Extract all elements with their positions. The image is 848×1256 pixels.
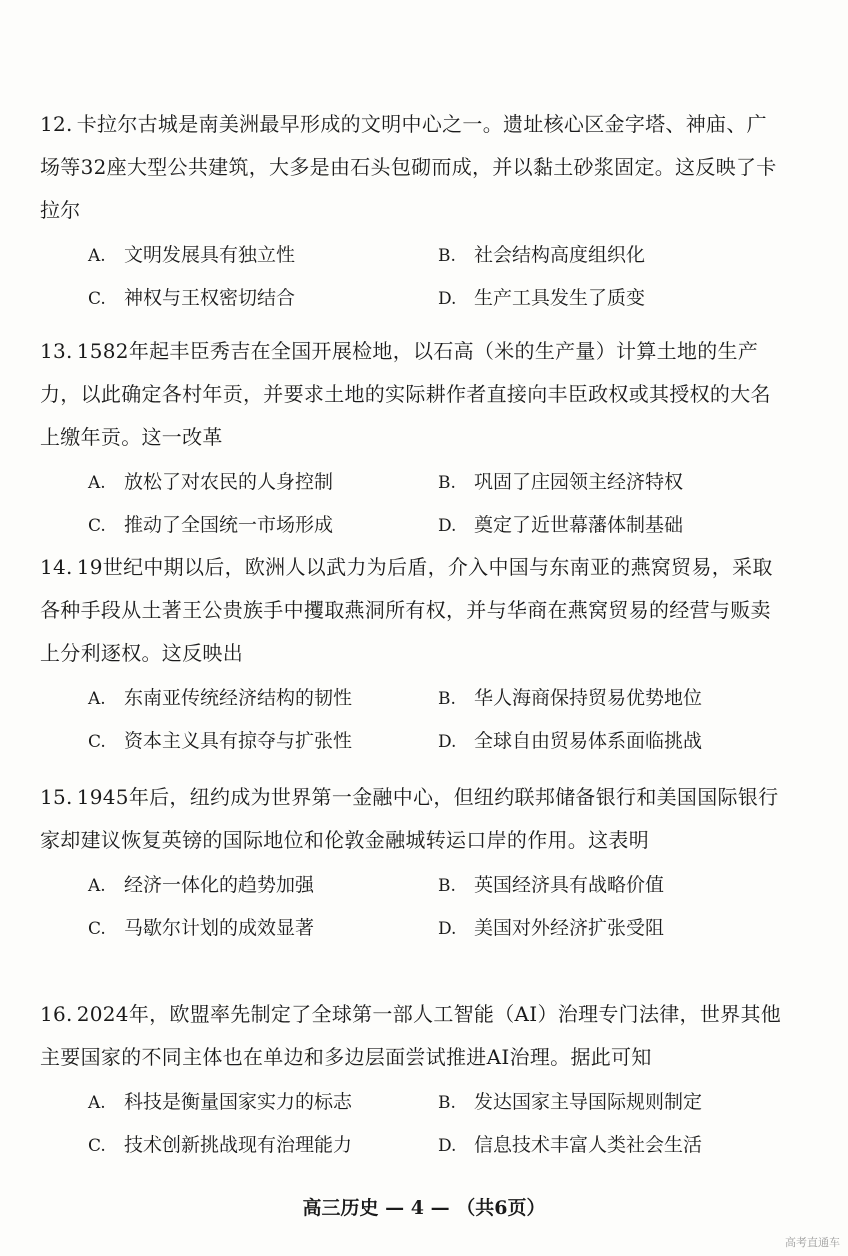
- option-text: 东南亚传统经济结构的韧性: [124, 687, 353, 709]
- option-d[interactable]: [438, 283, 645, 310]
- options: [84, 232, 800, 318]
- option-letter: A.: [88, 246, 106, 266]
- option-c[interactable]: [88, 913, 314, 940]
- option-b[interactable]: [438, 467, 683, 494]
- question-14: [40, 546, 800, 761]
- option-text: 文明发展具有独立性: [124, 244, 296, 266]
- option-d[interactable]: [438, 913, 664, 940]
- options: [84, 459, 800, 545]
- question-number: 16.: [40, 1002, 73, 1026]
- option-text: 发达国家主导国际规则制定: [474, 1091, 703, 1113]
- watermark: 高考直通车: [785, 1236, 840, 1249]
- option-a[interactable]: [88, 1087, 352, 1114]
- option-row: [84, 232, 800, 275]
- option-d[interactable]: [438, 1130, 702, 1157]
- option-b[interactable]: [438, 870, 664, 897]
- question-stem: [40, 776, 785, 862]
- option-letter: A.: [88, 1093, 106, 1113]
- question-text: 19世纪中期以后，欧洲人以武力为后盾，介入中国与东南亚的燕窝贸易，采取各种手段从土著王公贵族手中攫取燕洞所有权，并与华商在燕窝贸易的经营与贩卖上分利逐权。这反映出: [40, 555, 773, 665]
- question-number: 15.: [40, 785, 73, 809]
- option-row: [84, 502, 800, 545]
- option-a[interactable]: [88, 683, 352, 710]
- option-text: 马歇尔计划的成效显著: [124, 917, 315, 939]
- question-text: 2024年，欧盟率先制定了全球第一部人工智能（AI）治理专门法律，世界其他主要国家的不同主体也在单边和多边层面尝试推进AI治理。据此可知: [40, 1002, 782, 1069]
- option-text: 经济一体化的趋势加强: [124, 874, 315, 896]
- option-c[interactable]: [88, 1130, 352, 1157]
- option-letter: B.: [438, 246, 456, 266]
- question-text: 1582年起丰臣秀吉在全国开展检地，以石高（米的生产量）计算土地的生产力，以此确定各村年贡，并要求土地的实际耕作者直接向丰臣政权或其授权的大名上缴年贡。这一改革: [40, 339, 771, 449]
- question-13: [40, 330, 800, 545]
- question-stem: [40, 993, 785, 1079]
- option-letter: C.: [88, 1136, 106, 1156]
- option-text: 放松了对农民的人身控制: [124, 471, 334, 493]
- option-b[interactable]: [438, 683, 702, 710]
- option-text: 资本主义具有掠夺与扩张性: [124, 730, 353, 752]
- option-row: [84, 1122, 800, 1165]
- option-text: 神权与王权密切结合: [124, 287, 296, 309]
- option-row: [84, 1079, 800, 1122]
- question-12: [40, 103, 800, 318]
- option-letter: D.: [438, 516, 457, 536]
- option-letter: C.: [88, 732, 106, 752]
- option-b[interactable]: [438, 240, 645, 267]
- option-letter: C.: [88, 289, 106, 309]
- option-letter: C.: [88, 516, 106, 536]
- option-text: 奠定了近世幕藩体制基础: [474, 514, 684, 536]
- option-letter: C.: [88, 919, 106, 939]
- option-letter: D.: [438, 1136, 457, 1156]
- option-row: [84, 862, 800, 905]
- question-16: [40, 993, 800, 1165]
- option-letter: D.: [438, 919, 457, 939]
- option-letter: A.: [88, 689, 106, 709]
- question-stem: [40, 546, 785, 675]
- option-text: 英国经济具有战略价值: [474, 874, 665, 896]
- option-text: 华人海商保持贸易优势地位: [474, 687, 703, 709]
- question-15: [40, 776, 800, 948]
- option-text: 生产工具发生了质变: [474, 287, 646, 309]
- option-row: [84, 675, 800, 718]
- question-text: 卡拉尔古城是南美洲最早形成的文明中心之一。遗址核心区金字塔、神庙、广场等32座大型公共建筑，大多是由石头包砌而成，并以黏土砂浆固定。这反映了卡拉尔: [40, 112, 777, 222]
- option-c[interactable]: [88, 726, 352, 753]
- option-letter: B.: [438, 876, 456, 896]
- option-text: 巩固了庄园领主经济特权: [474, 471, 684, 493]
- option-a[interactable]: [88, 870, 314, 897]
- option-row: [84, 459, 800, 502]
- option-letter: B.: [438, 1093, 456, 1113]
- option-letter: D.: [438, 289, 457, 309]
- option-row: [84, 718, 800, 761]
- options: [84, 675, 800, 761]
- question-stem: [40, 103, 785, 232]
- option-text: 技术创新挑战现有治理能力: [124, 1134, 353, 1156]
- question-number: 13.: [40, 339, 73, 363]
- question-text: 1945年后，纽约成为世界第一金融中心，但纽约联邦储备银行和美国国际银行家却建议恢复英镑的国际地位和伦敦金融城转运口岸的作用。这表明: [40, 785, 779, 852]
- option-letter: A.: [88, 473, 106, 493]
- option-letter: B.: [438, 689, 456, 709]
- option-row: [84, 275, 800, 318]
- option-d[interactable]: [438, 726, 702, 753]
- options: [84, 862, 800, 948]
- option-d[interactable]: [438, 510, 683, 537]
- question-number: 12.: [40, 112, 73, 136]
- page-footer: 高三历史 — 4 — （共6页）: [302, 1197, 546, 1219]
- option-letter: D.: [438, 732, 457, 752]
- option-a[interactable]: [88, 467, 333, 494]
- option-text: 社会结构高度组织化: [474, 244, 646, 266]
- option-c[interactable]: [88, 283, 295, 310]
- options: [84, 1079, 800, 1165]
- option-text: 全球自由贸易体系面临挑战: [474, 730, 703, 752]
- option-text: 美国对外经济扩张受阻: [474, 917, 665, 939]
- question-number: 14.: [40, 555, 73, 579]
- option-c[interactable]: [88, 510, 333, 537]
- option-text: 推动了全国统一市场形成: [124, 514, 334, 536]
- option-letter: A.: [88, 876, 106, 896]
- option-text: 信息技术丰富人类社会生活: [474, 1134, 703, 1156]
- option-text: 科技是衡量国家实力的标志: [124, 1091, 353, 1113]
- option-b[interactable]: [438, 1087, 702, 1114]
- option-a[interactable]: [88, 240, 295, 267]
- question-stem: [40, 330, 785, 459]
- option-letter: B.: [438, 473, 456, 493]
- option-row: [84, 905, 800, 948]
